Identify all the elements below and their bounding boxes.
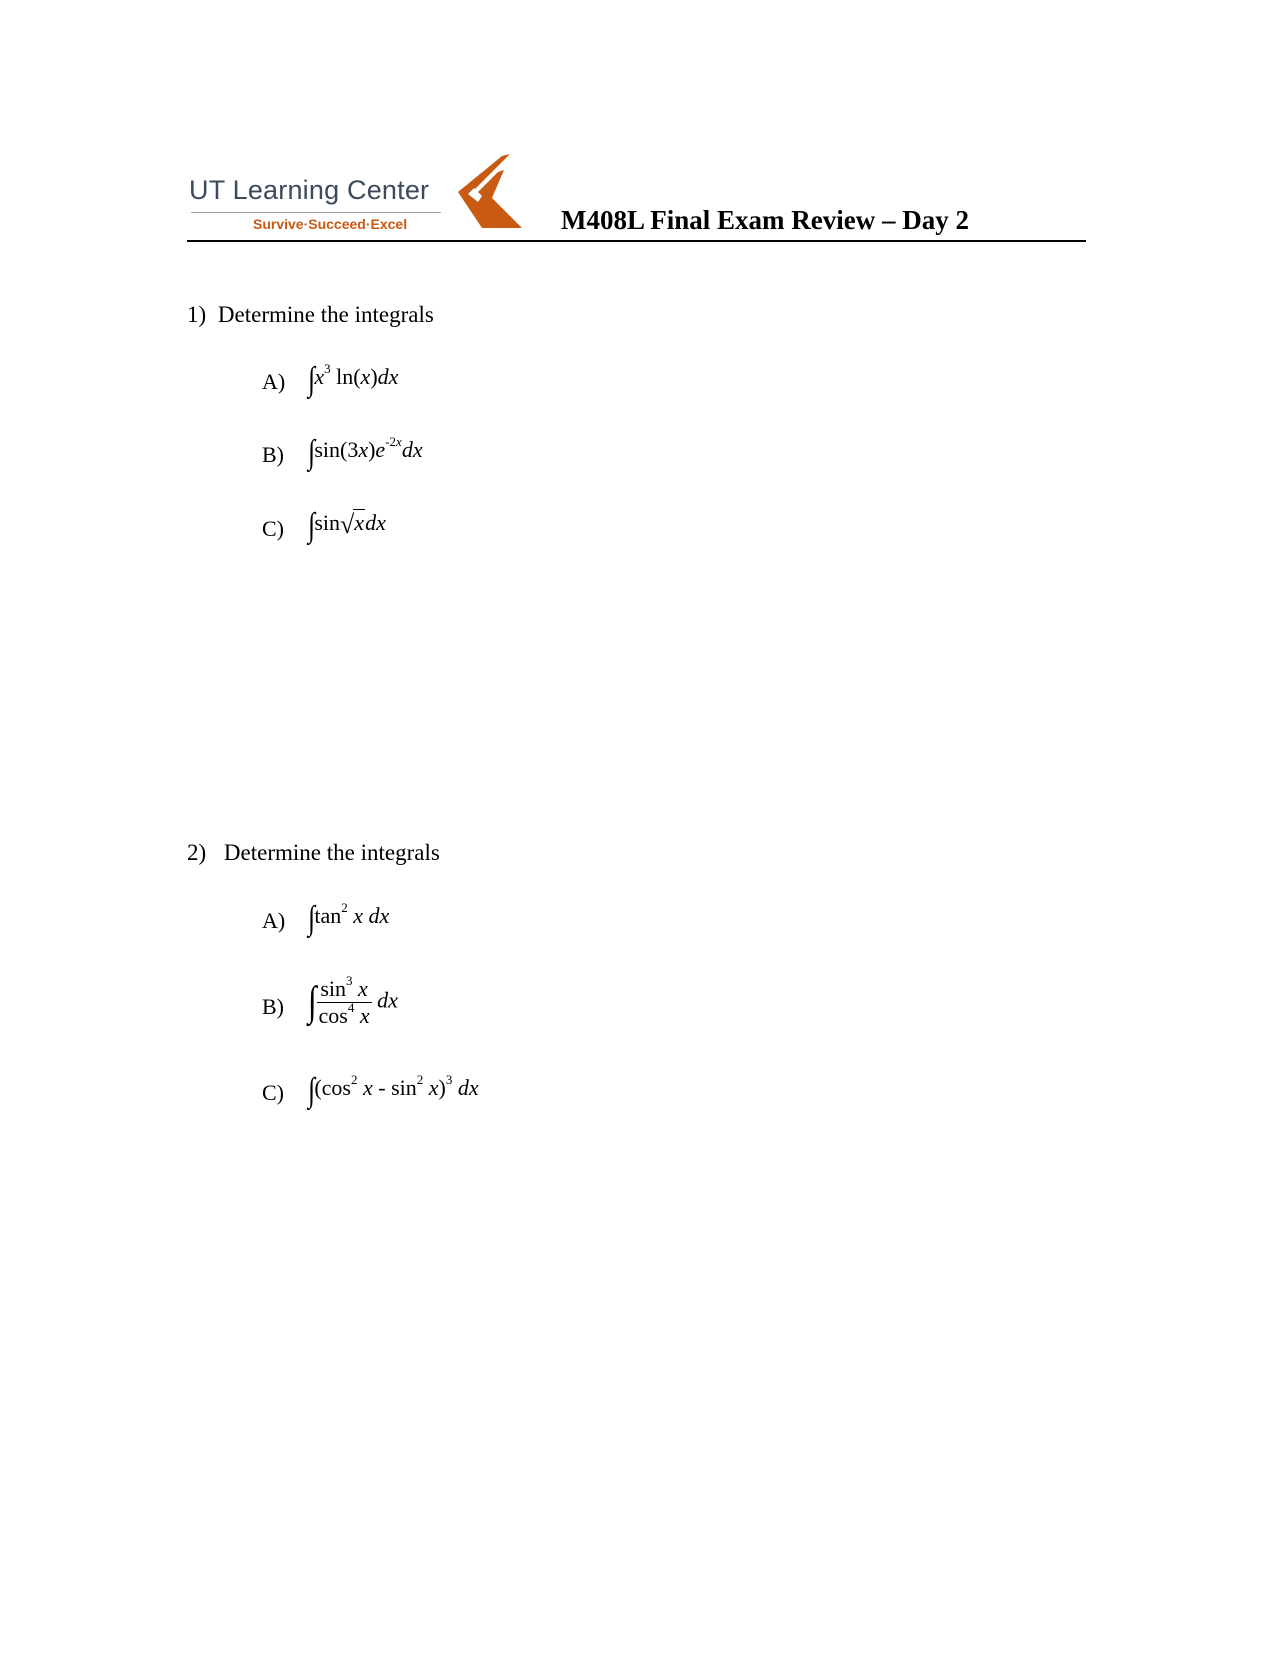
- logo-name: UT Learning Center: [189, 175, 430, 205]
- item-2a-expression: $\int\tan^2$ x dx: [308, 900, 390, 937]
- item-1a-label: A): [262, 369, 286, 394]
- question-1-heading: [187, 302, 434, 328]
- page-title: M408L Final Exam Review – Day 2: [561, 205, 969, 235]
- question-number: 2): [187, 840, 207, 865]
- item-2c-expression: $\int(\cos^2$ x - $\sin^2 x)^3$ dx: [308, 1072, 479, 1109]
- item-1b-expression: $\int\sin(3x)e^{-2x}dx$: [308, 434, 423, 471]
- item-2a-label: A): [262, 908, 286, 933]
- question-prompt: Determine the integrals: [223, 840, 440, 865]
- question-number: 1): [187, 302, 207, 327]
- question-2-heading: [187, 840, 440, 866]
- item-2b-label: B): [262, 994, 284, 1019]
- item-1c-expression: ∫sin√xdx: [308, 507, 386, 544]
- logo-tagline: Survive·Succeed·Excel: [253, 216, 408, 232]
- item-1b-label: B): [262, 442, 284, 467]
- header-rule: [187, 240, 1086, 242]
- item-2b-expression: ∫ $\frac{\sin^3 x}{\cos^4 x}$ dx: [308, 973, 398, 1028]
- item-1c-label: C): [262, 516, 284, 541]
- logo-divider: [191, 212, 441, 213]
- item-1a-expression: $\int x^3$ ln(x)dx: [308, 361, 399, 398]
- logo-chevron-icon: [452, 152, 524, 232]
- question-prompt: Determine the integrals: [217, 302, 434, 327]
- item-2c-label: C): [262, 1080, 284, 1105]
